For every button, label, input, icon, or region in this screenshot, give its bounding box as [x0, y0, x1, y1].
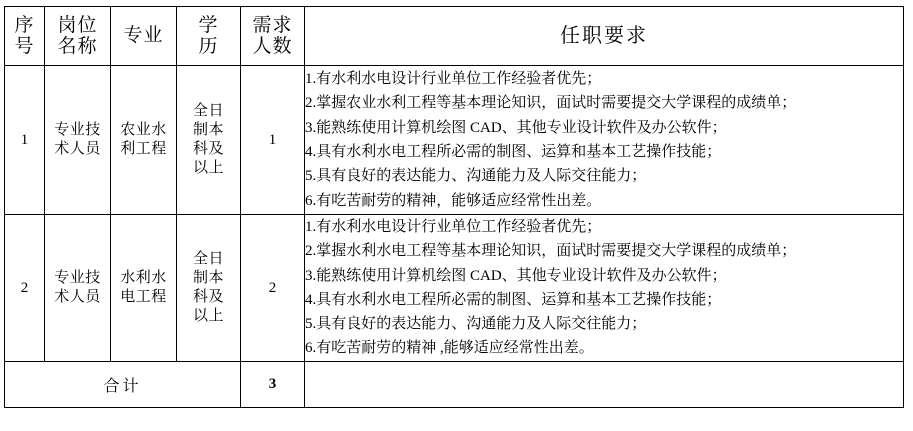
- column-header-requirements: [305, 7, 904, 66]
- column-header-requirements-label: 任职要求: [560, 24, 648, 47]
- column-header-index-line1: 序: [14, 14, 35, 36]
- requirement-line: 4.具有水利水电工程所必需的制图、运算和基本工艺操作技能；: [305, 291, 722, 308]
- row-headcount: 2: [241, 215, 305, 362]
- column-header-post-name-line2: 名称: [57, 36, 98, 57]
- table-total-row: [5, 361, 904, 407]
- column-header-post-name: [45, 7, 111, 66]
- row-education-line1: 全日: [192, 102, 224, 119]
- requirement-line: 2.掌握水利水电工程等基本理论知识，面试时需要提交大学课程的成绩单；: [305, 243, 797, 260]
- total-requirements-blank: [305, 361, 904, 407]
- row-post-name: [45, 215, 111, 362]
- requirement-line: 3.能熟练使用计算机绘图 CAD、其他专业设计软件及办公软件；: [305, 119, 727, 136]
- column-header-headcount-line2: 人数: [252, 36, 293, 57]
- row-major-line1: 农业水: [120, 121, 167, 138]
- row-major-line2: 利工程: [120, 141, 167, 157]
- row-post-name-line1: 专业技: [54, 121, 101, 138]
- row-major: [111, 66, 177, 215]
- row-headcount: 1: [241, 66, 305, 215]
- total-label: 合计: [5, 361, 241, 407]
- table-row: [5, 66, 904, 215]
- row-education-line1: 全日: [192, 250, 224, 267]
- row-post-name: [45, 66, 111, 215]
- requirement-line: 6.有吃苦耐劳的精神 ,能够适应经常性出差。: [305, 340, 594, 357]
- row-education-line3: 科及: [192, 141, 224, 157]
- requirement-line: 1.有水利水电设计行业单位工作经验者优先；: [305, 71, 602, 88]
- row-education-line3: 科及: [192, 288, 224, 305]
- table-header-row: [5, 7, 904, 66]
- row-post-name-line1: 专业技: [54, 269, 101, 286]
- row-major-line2: 电工程: [120, 288, 167, 305]
- requirement-line: 6.有吃苦耐劳的精神，能够适应经常性出差。: [305, 192, 602, 209]
- row-requirements: [305, 66, 904, 215]
- row-education: [177, 215, 241, 362]
- requirement-line: 5.具有良好的表达能力、沟通能力及人际交往能力；: [305, 168, 647, 185]
- requirement-line: 3.能熟练使用计算机绘图 CAD、其他专业设计软件及办公软件；: [305, 267, 727, 284]
- column-header-headcount: [241, 7, 305, 66]
- recruitment-table-sheet: [0, 6, 913, 431]
- total-headcount: 3: [241, 361, 305, 407]
- row-education-line2: 制本: [192, 121, 224, 138]
- column-header-headcount-line1: 需求: [252, 14, 293, 36]
- recruitment-requirements-table: [4, 6, 904, 408]
- table-row: [5, 215, 904, 362]
- column-header-major-label: 专业: [123, 25, 164, 47]
- row-education: [177, 66, 241, 215]
- requirement-line: 4.具有水利水电工程所必需的制图、运算和基本工艺操作技能；: [305, 144, 722, 160]
- row-index: 2: [5, 215, 45, 362]
- row-major: [111, 215, 177, 362]
- row-education-line4: 以上: [192, 308, 224, 325]
- row-education-line2: 制本: [192, 269, 224, 286]
- row-post-name-line2: 术人员: [54, 141, 101, 157]
- column-header-post-name-line1: 岗位: [57, 14, 98, 36]
- column-header-index-line2: 号: [14, 36, 35, 57]
- column-header-major: [111, 7, 177, 66]
- requirement-line: 1.有水利水电设计行业单位工作经验者优先；: [305, 219, 602, 235]
- requirement-line: 2.掌握农业水利工程等基本理论知识，面试时需要提交大学课程的成绩单；: [305, 95, 797, 112]
- row-requirements: [305, 215, 904, 362]
- column-header-education-line1: 学: [198, 14, 219, 36]
- column-header-education-line2: 历: [198, 36, 219, 57]
- column-header-education: [177, 7, 241, 66]
- row-index: 1: [5, 66, 45, 215]
- row-post-name-line2: 术人员: [54, 288, 101, 305]
- requirement-line: 5.具有良好的表达能力、沟通能力及人际交往能力；: [305, 316, 647, 333]
- row-education-line4: 以上: [192, 160, 224, 177]
- row-major-line1: 水利水: [120, 269, 167, 286]
- column-header-index: [5, 7, 45, 66]
